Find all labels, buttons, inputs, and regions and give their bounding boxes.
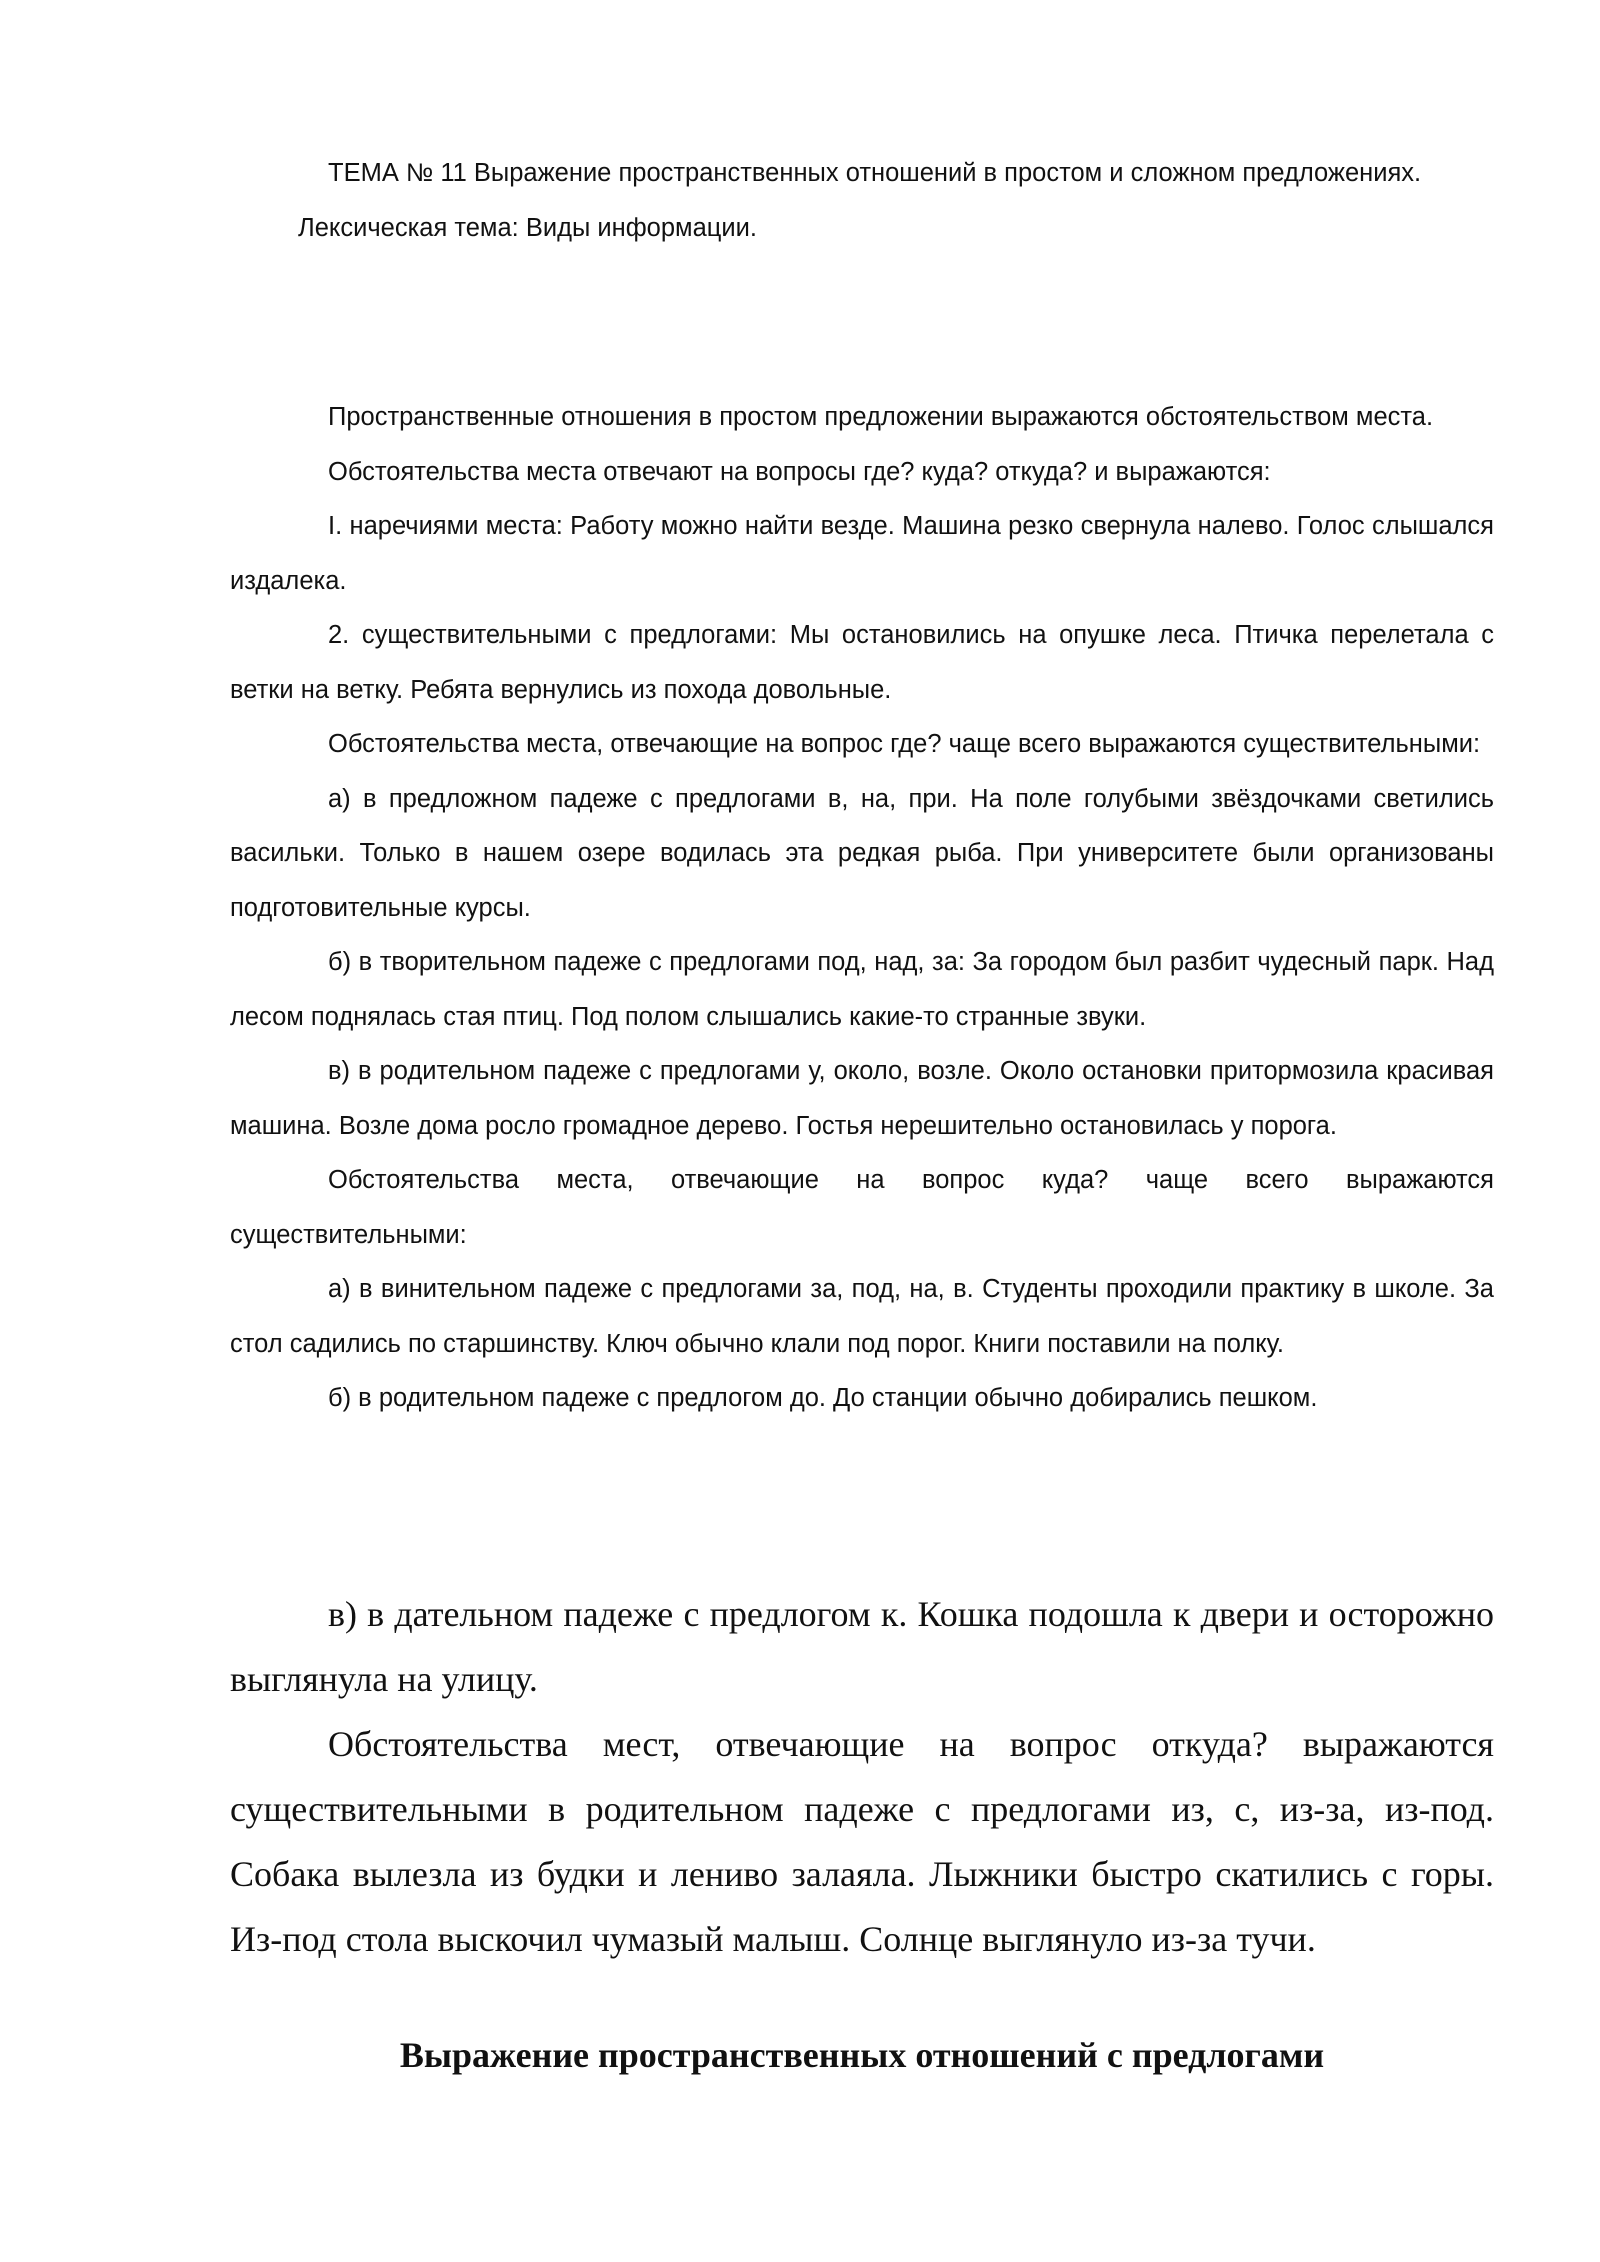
paragraph: Пространственные отношения в простом предложении выражаются обстоятельством места. — [328, 403, 1434, 431]
paragraph: Обстоятельства места, отвечающие на вопрос где? чаще всего выражаются существительными: — [328, 730, 1481, 758]
paragraph: Обстоятельства места отвечают на вопросы где? куда? откуда? и выражаются: — [328, 457, 1271, 486]
section-heading: Выражение пространственных отношений с предлогами — [399, 2035, 1325, 2075]
paragraph: Обстоятельства места, отвечающие на вопрос куда? чаще всего выражаются существительными: — [230, 1166, 1494, 1249]
paragraph: б) в родительном падеже с предлогом до. До станции обычно добирались пешком. — [328, 1384, 1318, 1412]
body-text — [230, 390, 1494, 1426]
topic-title: ТЕМА № 11 Выражение пространственных отношений в простом и сложном предложениях. — [328, 159, 1422, 187]
paragraph: I. наречиями места: Работу можно найти везде. Машина резко свернула налево. Голос слышался издалека. — [230, 512, 1494, 595]
paragraph: б) в творительном падеже с предлогами под, над, за: За городом был разбит чудесный парк. Над лесом поднялась стая птиц. Под полом слышались какие-то странные звуки. — [230, 948, 1494, 1031]
large-text — [230, 1582, 1494, 1972]
paragraph: а) в винительном падеже с предлогами за, под, на, в. Студенты проходили практику в школе. За стол садились по старшинству. Ключ обычно клали под порог. Книги поставили на полку. — [230, 1275, 1494, 1358]
paragraph: а) в предложном падеже с предлогами в, на, при. На поле голубыми звёздочками светились васильки. Только в нашем озере водилась эта редкая рыба. При университете были организованы подготовительные курсы. — [230, 784, 1494, 922]
paragraph-large: Обстоятельства мест, отвечающие на вопрос откуда? выражаются существительными в родительном падеже с предлогами из, с, из-за, из-под. Собака вылезла из будки и лениво залаяла. Лыжники быстро скатились с горы. Из-под стола выскочил чумазый малыш. Солнце выглянуло из-за тучи. — [230, 1724, 1494, 1959]
paragraph: 2. существительными с предлогами: Мы остановились на опушке леса. Птичка перелетала с ветки на ветку. Ребята вернулись из похода довольные. — [230, 621, 1494, 704]
paragraph-large: в) в дательном падеже с предлогом к. Кошка подошла к двери и осторожно выглянула на улицу. — [230, 1594, 1494, 1699]
topic-header — [230, 146, 1494, 255]
lexical-topic: Лексическая тема: Виды информации. — [298, 213, 757, 242]
paragraph: в) в родительном падеже с предлогами у, около, возле. Около остановки притормозила красивая машина. Возле дома росло громадное дерево. Гостья нерешительно остановилась у порога. — [230, 1057, 1494, 1140]
